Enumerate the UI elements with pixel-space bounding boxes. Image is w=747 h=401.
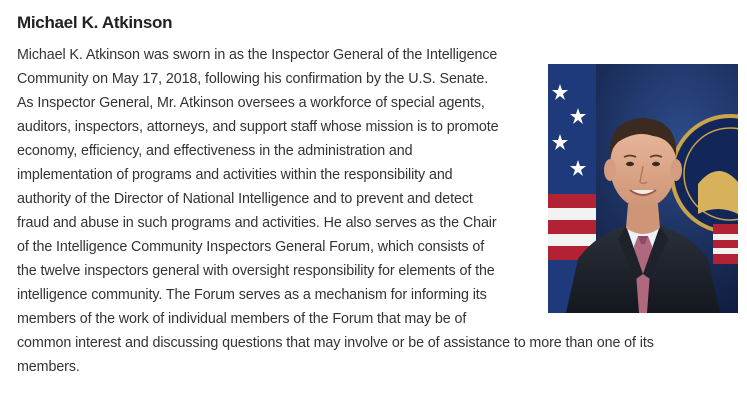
bio-section	[17, 0, 739, 401]
bio-line: implementation of programs and activities within the responsibility and	[17, 167, 453, 183]
bio-line: auditors, inspectors, attorneys, and support staff whose mission is to promote	[17, 119, 499, 135]
bio-line: intelligence community. The Forum serves as a mechanism for informing its	[17, 287, 487, 303]
bio-line: common interest and discussing questions that may involve or be of assistance to more than one of its	[17, 335, 654, 351]
bio-line: members of the work of individual members of the Forum that may be of	[17, 311, 467, 327]
bio-line: economy, efficiency, and effectiveness in the administration and	[17, 143, 413, 159]
bio-line: Michael K. Atkinson was sworn in as the Inspector General of the Intelligence	[17, 47, 498, 63]
bio-line: fraud and abuse in such programs and activities. He also serves as the Chair	[17, 215, 497, 231]
bio-line: of the Intelligence Community Inspectors General Forum, which consists of	[17, 239, 485, 255]
bio-line: members.	[17, 359, 80, 375]
bio-line: Community on May 17, 2018, following his confirmation by the U.S. Senate.	[17, 71, 489, 87]
bio-line: As Inspector General, Mr. Atkinson oversees a workforce of special agents,	[17, 95, 485, 111]
bio-name-heading: Michael K. Atkinson	[17, 13, 173, 32]
bio-paragraph	[17, 43, 739, 379]
bio-line: authority of the Director of National Intelligence and to prevent and detect	[17, 191, 473, 207]
bio-line: the twelve inspectors general with oversight responsibility for elements of the	[17, 263, 495, 279]
